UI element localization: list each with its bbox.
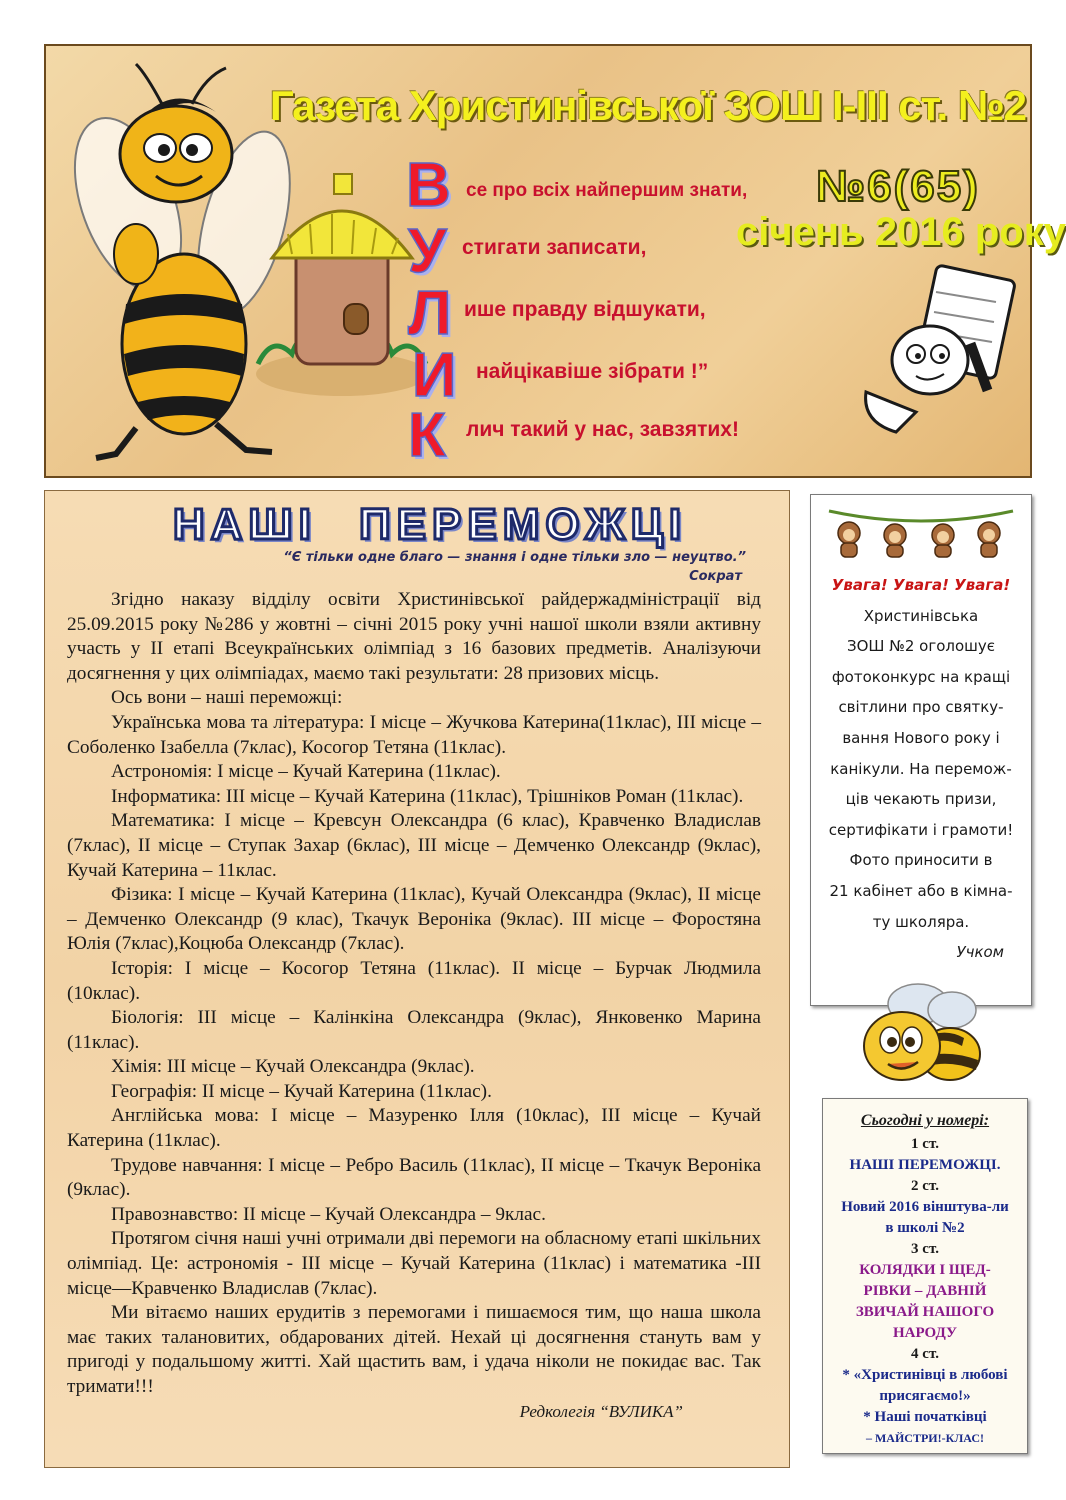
article-paragraph: Українська мова та література: І місце – Жучкова Катерина(11клас), ІІІ місце – Соболенко Ізабелла (7клас), Косогор Тетяна (11клас). bbox=[67, 711, 761, 758]
notice-line: ЗОШ №2 оголошує bbox=[847, 637, 995, 656]
notice-heading: Увага! Увага! Увага! bbox=[831, 576, 1011, 594]
article-paragraph: Біологія: ІІІ місце – Калінкіна Олександра (9клас), Янковенко Марина (11клас). bbox=[67, 1007, 761, 1053]
issue-number: №6(65) bbox=[816, 162, 980, 211]
epigraph-author: Сократ bbox=[689, 569, 742, 584]
notice-line: Фото приносити в bbox=[849, 851, 993, 870]
issue-date: січень 2016 року bbox=[736, 210, 1066, 254]
notice-line: Христинівська bbox=[863, 606, 979, 625]
article-paragraph: Правознавство: ІІ місце – Кучай Олександра – 9клас. bbox=[111, 1203, 546, 1225]
article-paragraph: Ось вони – наші переможці: bbox=[111, 687, 343, 709]
notice-text bbox=[810, 570, 1032, 968]
contents-item[interactable]: НАШІ ПЕРЕМОЖЦІ. bbox=[849, 1157, 1001, 1173]
article-paragraph: Астрономія: І місце – Кучай Катерина (11клас). bbox=[111, 761, 501, 783]
article-paragraph: Географія: ІІ місце – Кучай Катерина (11клас). bbox=[111, 1080, 492, 1102]
article-paragraph: Ми вітаємо наших ерудитів з перемогами і пишаємося тим, що наша школа має таких талановитих, обдарованих дітей. Нехай ці досягнення стануть вам у пригоді у подальшому житті. Хай щастить вам, і удача ніколи не покидає вас. Так тримати!!! bbox=[67, 1302, 761, 1397]
newspaper-title: Газета Христинівської ЗОШ І-ІІІ ст. №2 bbox=[269, 82, 1027, 129]
small-bee-icon bbox=[854, 980, 990, 1096]
contents-item[interactable]: * Наші початківці bbox=[863, 1409, 987, 1425]
article-paragraph: Англійська мова: І місце – Мазуренко Ілля (10клас), ІІІ місце – Кучай Катерина (11клас). bbox=[67, 1105, 761, 1152]
article-body bbox=[67, 588, 761, 1424]
article-paragraph: Математика: І місце – Кревсун Олександра (6 клас), Кравченко Владислав (7клас), ІІ місце – Ступак Захар (6клас), ІІІ місце – Демченко Олександр (9клас), Кучай Катерина – 11клас. bbox=[67, 810, 761, 881]
acrostic-letter-4: И bbox=[412, 341, 457, 410]
notice-line: канікули. На перемож- bbox=[830, 759, 1012, 778]
notice-line: світлини про святку- bbox=[838, 698, 1004, 717]
contents-heading: Сьогодні у номері: bbox=[860, 1112, 990, 1129]
epigraph bbox=[250, 548, 746, 586]
contents-page: 1 ст. bbox=[911, 1136, 939, 1152]
article-paragraph: Протягом січня наші учні отримали дві перемоги на обласному етапі шкільних олімпіад. Це: астрономія - ІІІ місце – Кучай Катерина (11клас) і математика -ІІІ місце—Кравченко Владислав (7клас). bbox=[67, 1228, 761, 1299]
contents-item[interactable]: Новий 2016 вінштува-ли в школі №2 bbox=[841, 1199, 1009, 1236]
article-paragraph: Згідно наказу відділу освіти Христинівської райдержадміністрації від 25.09.2015 року №286 у жовтні – січні 2015 року учні нашої школи взяли активну участь у ІІ етапі Всеукраїнських олімпіад з 16 базових предметів. Аналізуючи досягнення у цих олімпіадах, маємо такі результати: 28 призових місць. bbox=[67, 589, 761, 684]
contents-item[interactable]: * «Христинівці в любові присягаємо!» bbox=[842, 1367, 1008, 1404]
acrostic-letter-2: У bbox=[408, 217, 447, 286]
reporter-cartoon-icon bbox=[856, 262, 1026, 442]
notice-signature: Учком bbox=[956, 943, 1004, 962]
acrostic-line-3: ише правду відшукати, bbox=[464, 298, 706, 321]
notice-line: 21 кабінет або в кімна- bbox=[829, 881, 1013, 900]
acrostic-line-1: се про всіх найпершим знати, bbox=[466, 180, 748, 201]
notice-line: сертифікати і грамоти! bbox=[828, 820, 1014, 839]
article-paragraph: Трудове навчання: І місце – Ребро Василь (11клас), ІІ місце – Ткачук Вероніка (9клас). bbox=[67, 1154, 761, 1201]
monkey-garland-icon bbox=[825, 503, 1017, 559]
article-signature: Редколегія “ВУЛИКА” bbox=[519, 1401, 683, 1421]
acrostic-letter-5: К bbox=[408, 401, 446, 470]
acrostic-line-4: найцікавіше зібрати !” bbox=[476, 360, 709, 383]
article-title: НАШІ ПЕРЕМОЖЦІ bbox=[172, 500, 688, 549]
epigraph-quote: “Є тільки одне благо — знання і одне тільки зло — неуцтво.” bbox=[283, 550, 746, 565]
article-paragraph: Хімія: ІІІ місце – Кучай Олександра (9клас). bbox=[111, 1056, 475, 1078]
article-paragraph: Історія: І місце – Косогор Тетяна (11клас). ІІ місце – Бурчак Людмила (10клас). bbox=[67, 957, 761, 1004]
acrostic-letter-1: В bbox=[406, 151, 451, 220]
contents-page: 2 ст. bbox=[911, 1178, 939, 1194]
contents-page: 3 ст. bbox=[911, 1241, 939, 1257]
article-paragraph: Інформатика: ІІІ місце – Кучай Катерина (11клас), Трішніков Роман (11клас). bbox=[111, 785, 744, 807]
acrostic-line-5: лич такий у нас, завзятих! bbox=[466, 418, 739, 441]
contents-page: 4 ст. bbox=[911, 1346, 939, 1362]
notice-line: вання Нового року і bbox=[842, 728, 1000, 747]
header-banner bbox=[44, 44, 1066, 478]
contents-list bbox=[822, 1110, 1028, 1449]
notice-line: ту школяра. bbox=[872, 912, 970, 931]
contents-item[interactable]: – МАЙСТРИ!-КЛАС! bbox=[865, 1431, 985, 1445]
contents-item[interactable]: КОЛЯДКИ І ЩЕД-РІВКИ – ДАВНІЙ ЗВИЧАЙ НАШОГО НАРОДУ bbox=[855, 1262, 995, 1341]
beehive-icon bbox=[252, 164, 432, 404]
article-paragraph: Фізика: І місце – Кучай Катерина (11клас), Кучай Олександра (9клас), ІІ місце – Демченко Олександр (9 клас), Ткачук Вероніка (9клас). ІІІ місце – Форостяна Юлія (7клас),Коцюба Олександр (7клас). bbox=[67, 884, 761, 955]
notice-line: ців чекають призи, bbox=[845, 790, 997, 809]
acrostic-line-2: стигати записати, bbox=[462, 236, 647, 259]
notice-line: фотоконкурс на кращі bbox=[831, 667, 1011, 686]
acrostic-letter-3: Л bbox=[408, 279, 452, 348]
